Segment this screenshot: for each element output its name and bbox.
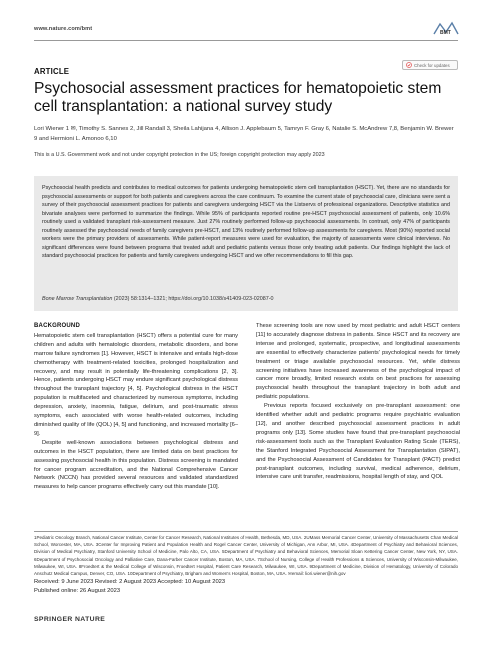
check-for-updates-button[interactable]: [402, 60, 458, 70]
citation-details[interactable]: (2023) 58:1314–1321; https://doi.org/10.1038/s41409-023-02087-0: [113, 296, 274, 302]
check-for-updates-label: Check for updates: [414, 62, 450, 68]
body-left-column: [34, 322, 238, 492]
abstract-text: Psychosocial health predicts and contributes to medical outcomes for patients undergoing hematopoietic stem cell transplantation (HSCT). Yet, there are no standards for psychosocial assessments or support for both patients and caregivers across the care continuum. To examine the current state of psychosocial care, clinicians were sent a survey of their psychosocial assessment practices for patients and caregivers undergoing HSCT via the Listservs of professional organizations. Descriptive statistics and bivariate analyses were performed to summarize the findings. While 95% of participants reported routine pre-HSCT psychosocial assessment of patients, only 10.6% routinely used a validated transplant risk-assessment measure. Just 27% routinely performed follow-up psychosocial assessments. In contrast, only 47% of participants routinely assessed the psychosocial needs of family caregivers pre-HSCT, and 13% routinely performed follow-up assessments for caregivers. Most (90%) reported social workers were the primary providers of assessments. While patient-report measures were used for evaluation, the majority of assessments were clinical interviews. No significant differences were found between programs that treated adult and pediatric patients versus those only treating adult patients. Our findings highlight the lack of standard psychosocial practices for patients and family caregivers undergoing HSCT and we offer recommendations to fill this gap.: [42, 185, 450, 259]
published-date: Published online: 26 August 2023: [34, 588, 121, 594]
publisher-logo: SPRINGER NATURE: [34, 616, 106, 623]
header-divider: [34, 40, 458, 41]
affiliations-footnote: 1Pediatric Oncology Branch, National Cancer Institute, Center for Cancer Research, National Institutes of Health, Bethesda, MD, USA. 2UMass Memorial Cancer Center, University of Massachusetts Chan Medical School, Worcester, MA, USA. 3Center for Improving Patient and Population Health and Rogel Cancer Center, University of Michigan, Ann Arbor, MI, USA. 4Department of Psychiatry and Behavioral Sciences, Division of Medical Psychiatry, Stanford University School of Medicine, Palo Alto, CA, USA. 5Department of Psychiatry and Behavioral Sciences, Memorial Sloan Kettering Cancer Center, New York, NY, USA. 6Department of Psychosocial Oncology and Palliative Care, Dana-Farber Cancer Institute, Boston, MA, USA. 7School of Nursing, College of Health Professions & Sciences, University of Wisconsin-Milwaukee, Milwaukee, WI, USA. 8Froedtert & the Medical College of Wisconsin, Froedtert Hospital, Patient Care Research, Milwaukee, WI, USA. 9Department of Medicine, Division of Hematology, University of Colorado Anschutz Medical Campus, Denver, CO, USA. 10Department of Psychiatry, Brigham and Women's Hospital, Boston, MA, USA. ✉email: liori.wiener@nih.gov: [34, 535, 458, 577]
journal-url[interactable]: www.nature.com/bmt: [34, 26, 93, 32]
copyright-note: This is a U.S. Government work and not under copyright protection in the US; foreign copyright protection may apply 2023: [34, 152, 325, 158]
abstract-box: [34, 176, 458, 311]
body-paragraph: These screening tools are now used by most pediatric and adult HSCT centers [11] to accurately diagnose distress in patients. Since HSCT and its recovery are intense and prolonged, systematic, prospective, and longitudinal assessments are essential to effectively characterize patients' psychological needs for timely treatment or triage available psychosocial resources. Yet, while distress screening initiatives have increased awareness of the psychological impact of cancer more broadly, limited research exists on best practices for assessing psychosocial health throughout the transplant trajectory in both adult and pediatric populations.: [256, 323, 460, 401]
citation-journal: Bone Marrow Transplantation: [42, 296, 113, 302]
author-list[interactable]: Lori Wiener 1 ✉, Timothy S. Sannes 2, Jill Randall 3, Sheila Lahijana 4, Allison J. Applebaum 5, Tamryn F. Gray 6, Natalie S. McAndrew 7,8, Benjamin W. Brewer 9 and Hermioni L. Amonoo 6,10: [34, 126, 454, 142]
body-paragraph: Previous reports focused exclusively on pre-transplant assessment: one identified whether adult and pediatric programs require psychiatric evaluation [12], and another described psychosocial assessment practices in adult programs only [13]. Some studies have found that pre-transplant psychosocial risk-assessment tools such as the Transplant Evaluation Rating Scale (TERS), the Stanford Integrated Psychosocial Assessment for Transplantation (SIPAT), and the Psychosocial Assessment of Candidates for Transplant (PACT) predict post-transplant outcomes, including survival, medical adherence, delirium, intensive care unit transfer, readmissions, hospital length of stay, and QOL: [256, 403, 460, 481]
citation-line: [42, 296, 274, 302]
body-paragraph: Hematopoietic stem cell transplantation (HSCT) offers a potential cure for many children and adults with hematologic disorders, metabolic disorders, and bone marrow failure syndromes [1]. However, HSCT is intensive and entails high-dose chemotherapy with treatment-related toxicities, prolonged hospitalization and recovery, and may result in potentially life-threatening complications [2, 3]. Hence, patients undergoing HSCT may endure significant psychological distress throughout the transplant trajectory [4, 5]. Psychological distress in the HSCT population is multifaceted and characterized by numerous symptoms, including depression, anxiety, insomnia, fatigue, delirium, and post-traumatic stress symptoms, each associated with worse health-related outcomes, including diminished quality of life (QOL) [4, 5] and functioning, and increased mortality [6–9].: [34, 332, 238, 437]
article-title: Psychosocial assessment practices for hematopoietic stem cell transplantation: a national survey study: [34, 80, 442, 115]
journal-logo-text: BMT: [440, 30, 451, 36]
body-right-column: [256, 322, 460, 482]
footnote-divider: [34, 531, 458, 532]
body-paragraph: Despite well-known associations between psychological distress and outcomes in the HSCT population, there are limited data on best practices for assessing psychosocial health in this population. Distress screening is mandated for cancer program accreditation, and the National Comprehensive Cancer Network (NCCN) has provided several resources and validated standardized measures to help cancer programs effectively carry out this mandate [10].: [34, 439, 238, 491]
article-type-label: ARTICLE: [34, 67, 70, 76]
publication-dates: [34, 578, 225, 596]
update-check-icon: [406, 62, 412, 68]
received-dates: Received: 9 June 2023 Revised: 2 August 2023 Accepted: 10 August 2023: [34, 579, 226, 585]
section-heading: BACKGROUND: [34, 323, 80, 329]
